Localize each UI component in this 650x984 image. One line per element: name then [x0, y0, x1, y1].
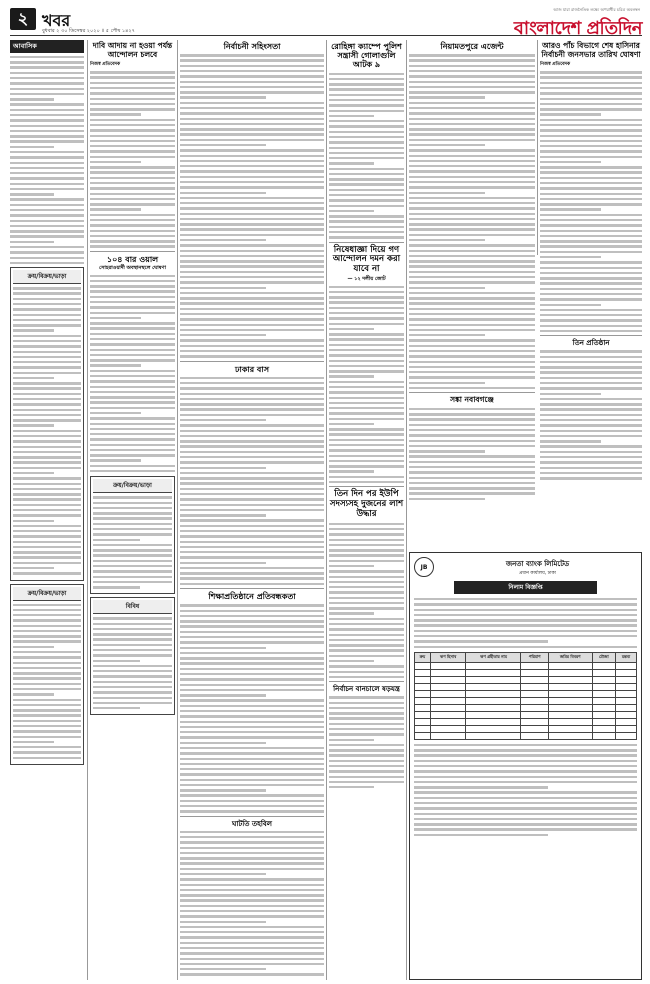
- body-text-lines: [329, 286, 404, 484]
- table-cell: [616, 669, 637, 676]
- subheadline: সোহরাওয়ার্দী অবস্থানস্থলে ঘোষণা: [99, 265, 166, 271]
- table-row: [415, 725, 637, 732]
- table-cell: [592, 697, 615, 704]
- body-text-lines: [329, 73, 404, 239]
- column-3: [180, 40, 324, 980]
- body-text-lines: [414, 598, 637, 648]
- table-cell: [616, 704, 637, 711]
- table-cell: [466, 732, 521, 739]
- table-cell: [592, 725, 615, 732]
- table-cell: [592, 690, 615, 697]
- table-cell: [521, 676, 548, 683]
- table-header-cell: ঋণ গ্রহীতার নাম: [466, 652, 521, 662]
- table-cell: [592, 718, 615, 725]
- table-cell: [548, 662, 592, 669]
- table-cell: [415, 704, 431, 711]
- column-5: [409, 40, 535, 548]
- table-cell: [548, 732, 592, 739]
- table-cell: [430, 732, 466, 739]
- table-cell: [616, 711, 637, 718]
- table-row: [415, 683, 637, 690]
- table-header-cell: মন্তব্য: [616, 652, 637, 662]
- bank-name: জনতা ব্যাংক লিমিটেড: [505, 559, 570, 568]
- body-text-lines: [414, 744, 637, 836]
- column-6: [540, 40, 642, 548]
- table-row: [415, 711, 637, 718]
- body-text-lines: [409, 54, 535, 389]
- masthead-logo: [512, 6, 642, 39]
- table-cell: [548, 690, 592, 697]
- table-row: [415, 662, 637, 669]
- table-cell: [415, 725, 431, 732]
- table-row: [415, 704, 637, 711]
- body-text-lines: [93, 496, 172, 588]
- table-row: [415, 697, 637, 704]
- table-cell: [466, 662, 521, 669]
- column-rule: [177, 40, 178, 980]
- table-cell: [430, 704, 466, 711]
- table-header-cell: মৌজা: [592, 652, 615, 662]
- table-cell: [521, 718, 548, 725]
- table-cell: [592, 662, 615, 669]
- table-cell: [415, 690, 431, 697]
- body-text-lines: [10, 56, 84, 264]
- headline: দাবি আদায় না হওয়া পর্যন্ত আন্দোলন চলবে: [92, 41, 173, 59]
- column-rule: [406, 40, 407, 980]
- body-text-lines: [13, 604, 81, 760]
- headline: নিষেধাজ্ঞা দিয়ে গণ আন্দোলন দমন করা যাবে না: [332, 244, 401, 275]
- table-cell: [616, 718, 637, 725]
- headline: নির্বাচনী সহিংসতা: [223, 42, 281, 51]
- table-cell: [415, 732, 431, 739]
- table-cell: [548, 697, 592, 704]
- table-cell: [430, 690, 466, 697]
- table-cell: [466, 690, 521, 697]
- table-cell: [415, 662, 431, 669]
- classified-box: [10, 267, 84, 580]
- table-cell: [616, 690, 637, 697]
- classified-subhead: ক্রয়/বিক্রয়/ভাড়া: [93, 479, 172, 493]
- table-cell: [548, 718, 592, 725]
- headline: ১০৪ বার ওয়াল: [106, 254, 159, 264]
- logo-wordmark: বাংলাদেশ প্রতিদিন: [513, 18, 642, 39]
- table-cell: [430, 725, 466, 732]
- auction-table: [414, 652, 637, 740]
- table-cell: [521, 732, 548, 739]
- byline: নিজস্ব প্রতিবেদক: [90, 62, 121, 68]
- classified-box: [10, 584, 84, 765]
- table-cell: [430, 676, 466, 683]
- classified-subhead: ক্রয়/বিক্রয়/ভাড়া: [13, 270, 81, 284]
- table-cell: [466, 683, 521, 690]
- headline: তিন প্রতিষ্ঠান: [572, 339, 610, 348]
- body-text-lines: [93, 617, 172, 709]
- table-cell: [548, 669, 592, 676]
- body-text-lines: [180, 377, 324, 585]
- table-cell: [430, 697, 466, 704]
- body-text-lines: [540, 350, 642, 479]
- table-cell: [548, 683, 592, 690]
- bank-logo-icon: JB: [414, 557, 434, 577]
- classified-section-head: আবাসিক: [10, 40, 84, 53]
- headline: সঙ্কা নবাবগঞ্জে: [450, 395, 494, 405]
- headline: ঘাটতি তহবিল: [232, 819, 272, 828]
- table-row: [415, 718, 637, 725]
- headline: তিন দিন পর ইউপি সদস্যসহ দুজনের লাশ উদ্ধার: [329, 489, 404, 519]
- table-cell: [430, 711, 466, 718]
- table-cell: [415, 683, 431, 690]
- byline: নিজস্ব প্রতিবেদক: [540, 62, 571, 68]
- body-text-lines: [540, 71, 642, 332]
- column-2: [90, 40, 175, 980]
- classified-subhead: বিবিধ: [93, 600, 172, 614]
- table-cell: [592, 711, 615, 718]
- table-cell: [616, 676, 637, 683]
- body-text-lines: [329, 696, 404, 788]
- table-cell: [548, 676, 592, 683]
- headline: নির্বাচন বানচালে ষড়যন্ত্র: [333, 685, 400, 694]
- body-text-lines: [180, 831, 324, 976]
- logo-tagline: আজ যারা রাজনৈতিক লক্ষ্যে অপরাধীর চরিত্র অবলম্বন: [553, 7, 640, 12]
- table-cell: [415, 669, 431, 676]
- body-text-lines: [90, 71, 175, 248]
- table-header-cell: পরিমাণ: [521, 652, 548, 662]
- table-header-cell: জমির বিবরণ: [548, 652, 592, 662]
- subheadline: — ১২ দলীয় জোট: [347, 275, 386, 282]
- headline: আরও পাঁচ বিভাগে শেষ হাসিনার নির্বাচনী জনসভার তারিখ ঘোষণা: [541, 41, 641, 59]
- column-rule: [326, 40, 327, 980]
- table-cell: [548, 704, 592, 711]
- table-cell: [415, 697, 431, 704]
- body-text-lines: [329, 523, 404, 679]
- section-title: খবর: [42, 11, 71, 30]
- body-text-lines: [180, 54, 324, 357]
- body-text-lines: [90, 275, 175, 473]
- table-cell: [521, 704, 548, 711]
- table-cell: [521, 697, 548, 704]
- table-cell: [466, 711, 521, 718]
- dateline: বুধবার ২ ৩০ ডিসেম্বর ২০২০ ॥ ৫ পৌষ ১৪২৭: [42, 28, 135, 34]
- table-cell: [430, 669, 466, 676]
- table-cell: [415, 711, 431, 718]
- table-cell: [616, 683, 637, 690]
- page-header: [10, 6, 642, 39]
- table-cell: [430, 662, 466, 669]
- table-row: [415, 669, 637, 676]
- table-cell: [521, 711, 548, 718]
- table-cell: [415, 676, 431, 683]
- table-cell: [616, 725, 637, 732]
- table-cell: [616, 662, 637, 669]
- body-text-lines: [409, 408, 535, 500]
- table-cell: [521, 683, 548, 690]
- table-header-cell: ক্রম: [415, 652, 431, 662]
- headline: নিয়ামতপুরে এজেন্ট: [440, 42, 504, 51]
- column-rule: [87, 40, 88, 980]
- table-cell: [616, 697, 637, 704]
- classified-box: [90, 597, 175, 715]
- column-rule: [537, 40, 538, 255]
- headline: রোহিঙ্গা ক্যাম্পে পুলিশ সন্ত্রাসী গোলাগুলি আটক ৯: [331, 42, 402, 70]
- table-cell: [415, 718, 431, 725]
- table-cell: [466, 676, 521, 683]
- table-cell: [521, 725, 548, 732]
- table-row: [415, 690, 637, 697]
- classified-column: [10, 40, 84, 980]
- table-cell: [592, 732, 615, 739]
- classified-box: [90, 476, 175, 594]
- table-cell: [466, 697, 521, 704]
- table-cell: [548, 711, 592, 718]
- table-cell: [521, 662, 548, 669]
- table-cell: [592, 669, 615, 676]
- table-cell: [616, 732, 637, 739]
- body-text-lines: [180, 604, 324, 812]
- column-4: [329, 40, 404, 980]
- table-cell: [466, 669, 521, 676]
- table-cell: [430, 718, 466, 725]
- table-cell: [592, 704, 615, 711]
- table-cell: [592, 676, 615, 683]
- classified-subhead: ক্রয়/বিক্রয়/ভাড়া: [13, 587, 81, 601]
- notice-title: নিলাম বিজ্ঞপ্তি: [454, 581, 597, 594]
- table-cell: [521, 669, 548, 676]
- table-row: [415, 732, 637, 739]
- table-cell: [466, 718, 521, 725]
- bank-address: প্রধান কার্যালয়, ঢাকা: [519, 570, 556, 576]
- table-cell: [466, 704, 521, 711]
- page-number: ২: [10, 8, 36, 30]
- auction-notice-ad: [409, 552, 642, 980]
- headline: শিক্ষাপ্রতিষ্ঠানে প্রতিবন্ধকতা: [208, 592, 296, 602]
- table-row: [415, 676, 637, 683]
- table-cell: [548, 725, 592, 732]
- table-cell: [430, 683, 466, 690]
- headline: ঢাকার বাস: [234, 364, 269, 374]
- table-header-cell: ঋণ হিসাব: [430, 652, 466, 662]
- body-text-lines: [13, 287, 81, 575]
- table-cell: [521, 690, 548, 697]
- table-cell: [466, 725, 521, 732]
- table-cell: [592, 683, 615, 690]
